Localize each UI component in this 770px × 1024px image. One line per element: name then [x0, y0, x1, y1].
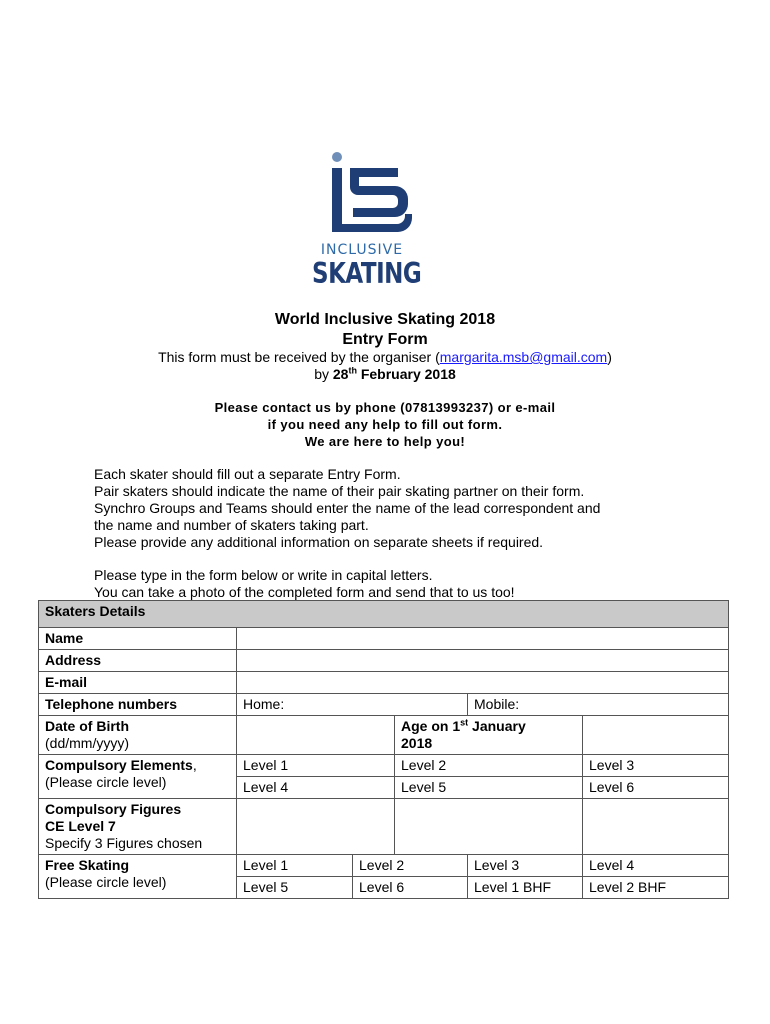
instruction-line: Synchro Groups and Teams should enter the name of the lead correspondent and	[94, 500, 601, 516]
mobile-phone-field[interactable]: Mobile:	[468, 694, 729, 716]
fs-level-option[interactable]: Level 3	[468, 855, 583, 877]
deadline-date: by 28th February 2018	[314, 365, 456, 382]
cf-figure-field[interactable]	[583, 799, 729, 855]
ce-level-option[interactable]: Level 5	[395, 777, 583, 799]
email-label: E-mail	[39, 672, 237, 694]
section-header: Skaters Details	[39, 601, 729, 628]
snowflake-icon	[332, 152, 342, 162]
ce-label: Compulsory Elements, (Please circle level)	[39, 755, 237, 799]
help-line-2: if you need any help to fill out form.	[267, 417, 503, 432]
form-title: World Inclusive Skating 2018	[274, 311, 496, 328]
cf-figure-field[interactable]	[395, 799, 583, 855]
logo-text-inclusive: INCLUSIVE	[320, 242, 404, 258]
form-subtitle: Entry Form	[342, 331, 428, 348]
ce-level-option[interactable]: Level 3	[583, 755, 729, 777]
ce-level-option[interactable]: Level 6	[583, 777, 729, 799]
address-label: Address	[39, 650, 237, 672]
email-field[interactable]	[237, 672, 729, 694]
dob-field[interactable]	[237, 716, 395, 755]
instruction-line: Pair skaters should indicate the name of their pair skating partner on their form.	[94, 483, 585, 499]
instructions-block	[94, 466, 694, 551]
fs-label: Free Skating (Please circle level)	[39, 855, 237, 899]
fs-level-option[interactable]: Level 1	[237, 855, 353, 877]
telephone-label: Telephone numbers	[39, 694, 237, 716]
help-line-3: We are here to help you!	[304, 434, 466, 449]
fs-level-option[interactable]: Level 6	[353, 877, 468, 899]
name-label: Name	[39, 628, 237, 650]
fs-level-option[interactable]: Level 2	[353, 855, 468, 877]
ce-level-option[interactable]: Level 1	[237, 755, 395, 777]
fs-level-option[interactable]: Level 2 BHF	[583, 877, 729, 899]
cf-label: Compulsory Figures CE Level 7 Specify 3 Figures chosen	[39, 799, 237, 855]
fs-level-option[interactable]: Level 5	[237, 877, 353, 899]
name-field[interactable]	[237, 628, 729, 650]
instruction-line: Please provide any additional information on separate sheets if required.	[94, 534, 544, 550]
address-field[interactable]	[237, 650, 729, 672]
age-field[interactable]	[583, 716, 729, 755]
instruction-line: Please type in the form below or write in capital letters.	[94, 567, 433, 583]
cf-figure-field[interactable]	[237, 799, 395, 855]
fs-level-option[interactable]: Level 1 BHF	[468, 877, 583, 899]
skater-details-table	[38, 600, 729, 899]
fs-level-option[interactable]: Level 4	[583, 855, 729, 877]
help-line-1: Please contact us by phone (07813993237) or e-mail	[214, 400, 556, 415]
ce-level-option[interactable]: Level 4	[237, 777, 395, 799]
logo-text-skating: SKATING	[312, 258, 422, 291]
deadline-line: This form must be received by the organiser (margarita.msb@gmail.com)	[158, 349, 612, 365]
organiser-email-link[interactable]: margarita.msb@gmail.com	[439, 349, 608, 365]
instructions-block-2	[94, 567, 694, 601]
instruction-line: You can take a photo of the completed form and send that to us too!	[94, 584, 515, 600]
home-phone-field[interactable]: Home:	[237, 694, 468, 716]
instruction-line: Each skater should fill out a separate Entry Form.	[94, 466, 401, 482]
dob-label: Date of Birth (dd/mm/yyyy)	[39, 716, 237, 755]
ce-level-option[interactable]: Level 2	[395, 755, 583, 777]
age-label: Age on 1st January 2018	[395, 716, 583, 755]
instruction-line: the name and number of skaters taking part.	[94, 517, 369, 533]
